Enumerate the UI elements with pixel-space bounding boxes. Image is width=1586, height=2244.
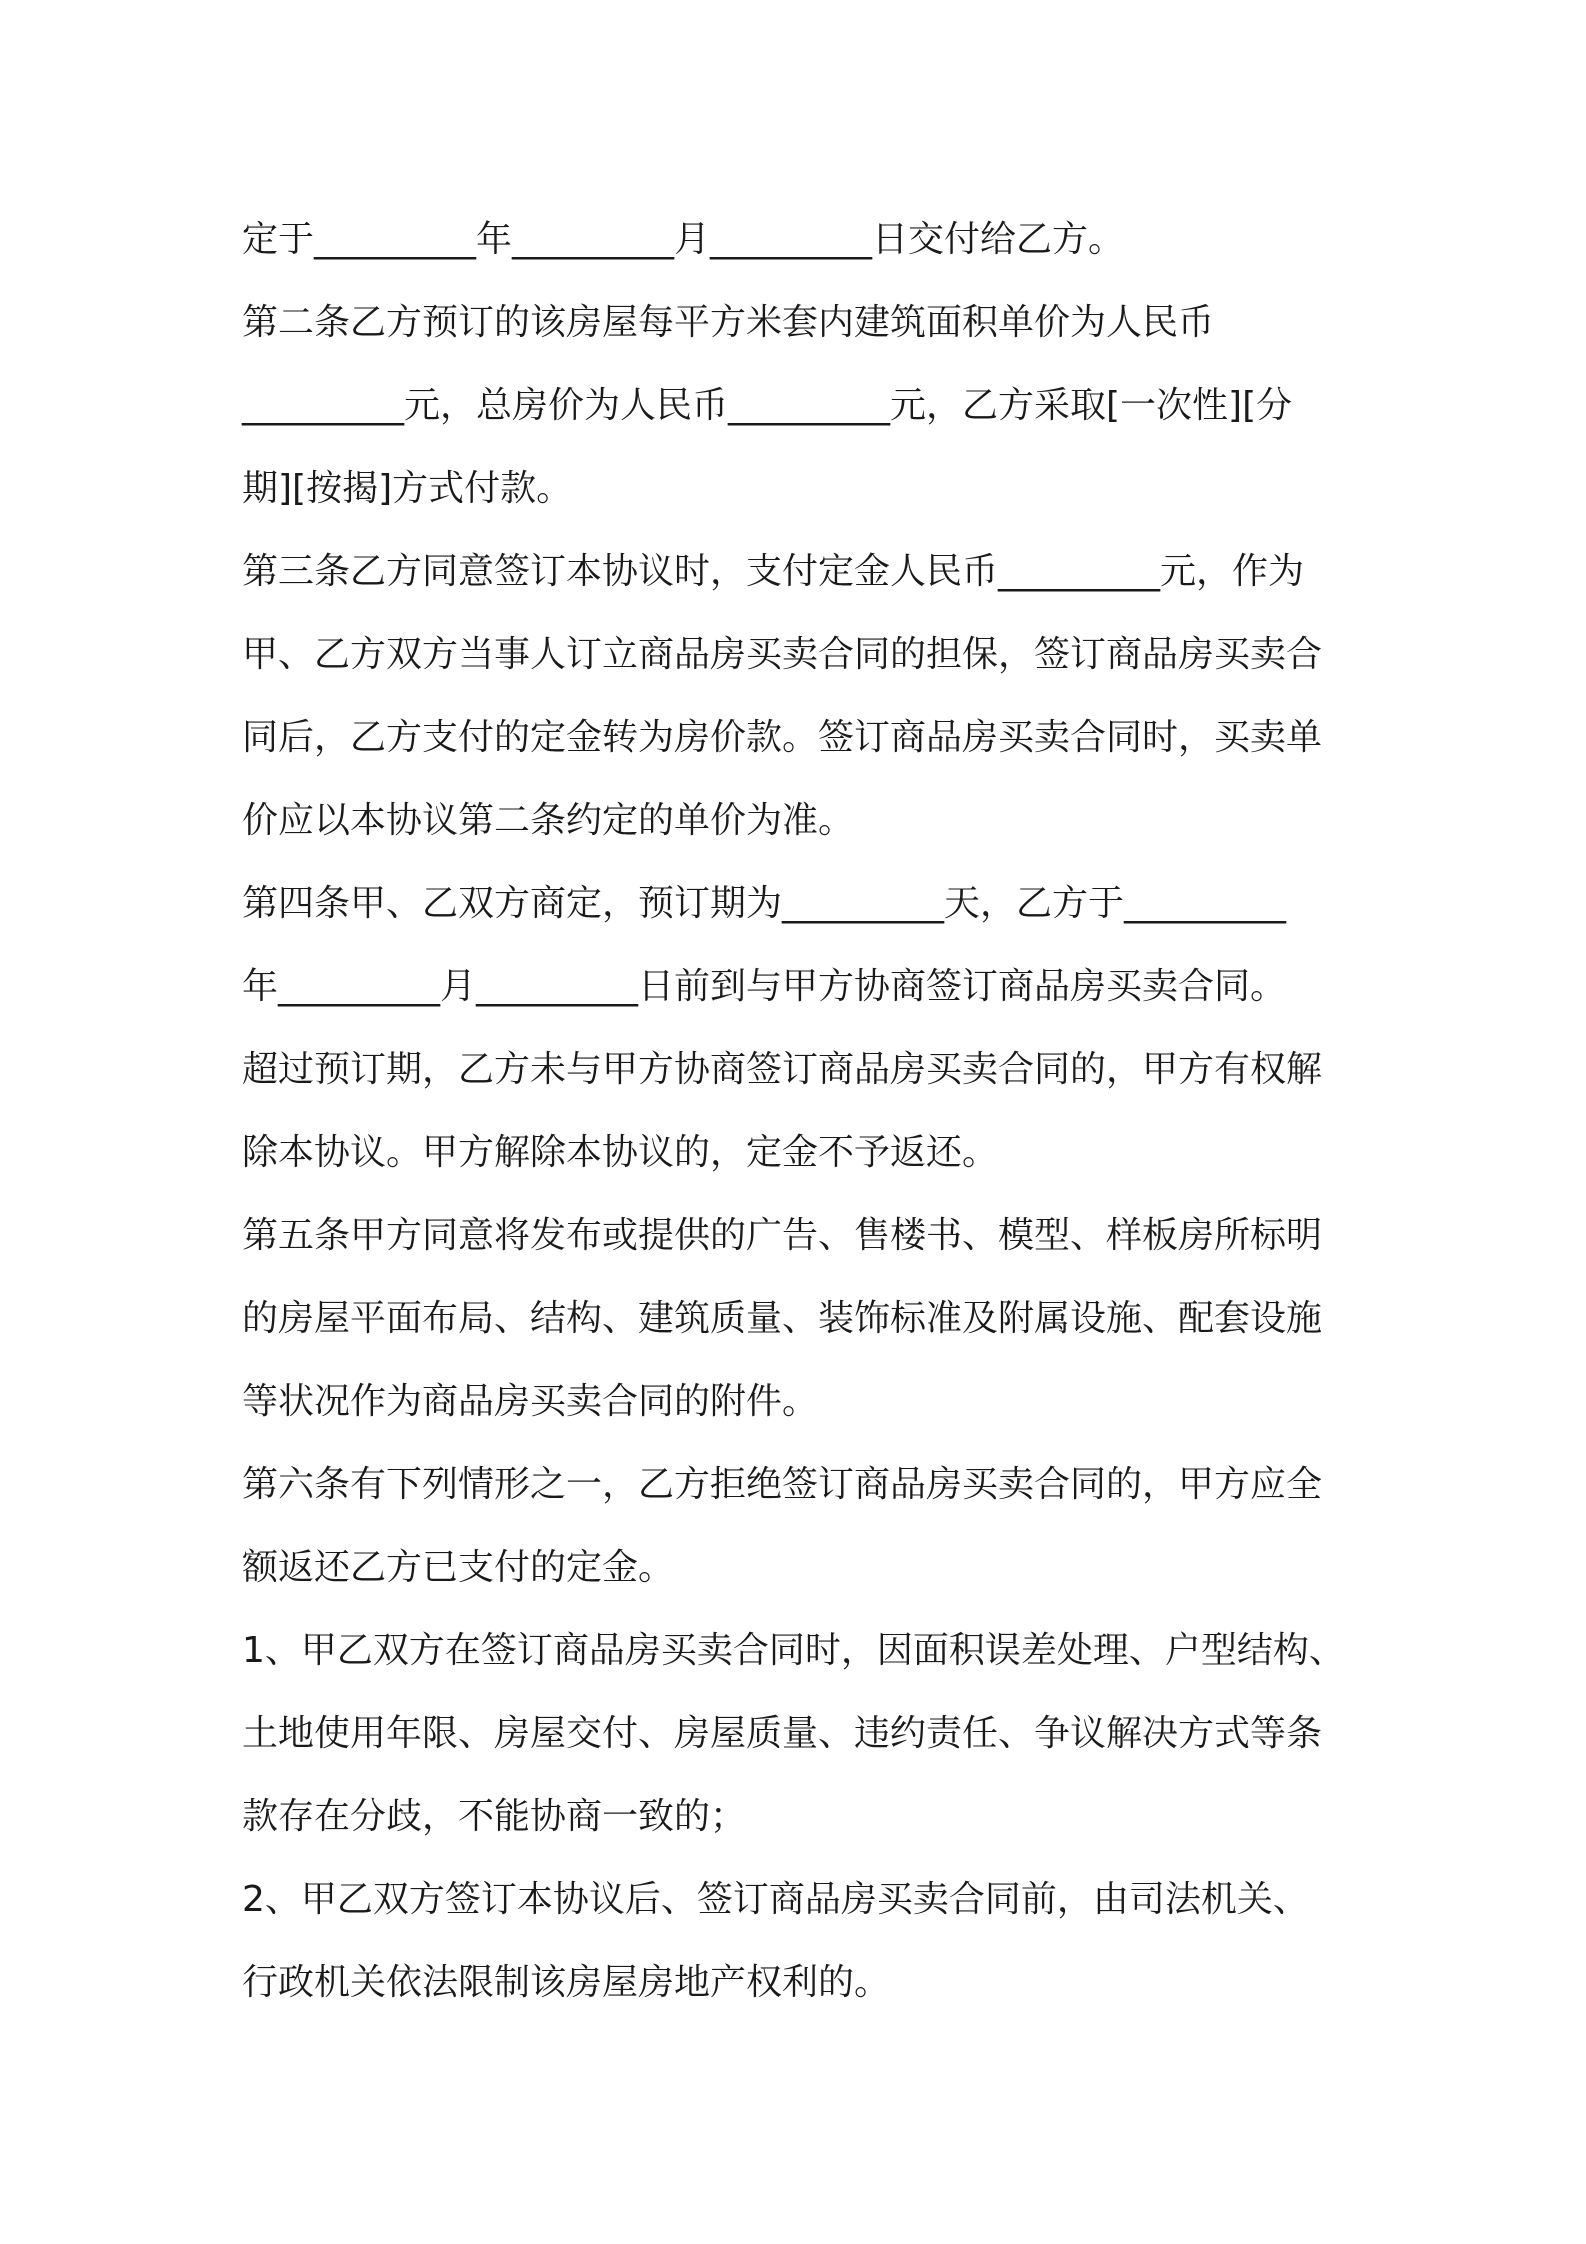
text-line: 土地使用年限、房屋交付、房屋质量、违约责任、争议解决方式等条	[242, 1713, 1323, 1754]
text-line: 超过预订期，乙方未与甲方协商签订商品房买卖合同的，甲方有权解	[242, 1049, 1323, 1090]
text-line: 第四条甲、乙双方商定，预订期为_________天，乙方于_________	[242, 883, 1287, 924]
text-line: 第六条有下列情形之一，乙方拒绝签订商品房买卖合同的，甲方应全	[242, 1464, 1323, 1505]
text-line: 额返还乙方已支付的定金。	[242, 1547, 675, 1588]
text-line: 年_________月_________日前到与甲方协商签订商品房买卖合同。	[242, 966, 1287, 1007]
text-line: 期][按揭]方式付款。	[242, 468, 573, 509]
text-line: 定于_________年_________月_________日交付给乙方。	[242, 219, 1125, 260]
text-line: 除本协议。甲方解除本协议的，定金不予返还。	[242, 1132, 999, 1173]
text-line: 款存在分歧，不能协商一致的；	[242, 1796, 747, 1837]
text-line: 1、甲乙双方在签订商品房买卖合同时，因面积误差处理、户型结构、	[242, 1630, 1345, 1671]
text-line: 同后，乙方支付的定金转为房价款。签订商品房买卖合同时，买卖单	[242, 717, 1323, 758]
text-line: 甲、乙方双方当事人订立商品房买卖合同的担保，签订商品房买卖合	[242, 634, 1323, 675]
text-line: 第二条乙方预订的该房屋每平方米套内建筑面积单价为人民币	[242, 302, 1215, 343]
text-line: 价应以本协议第二条约定的单价为准。	[242, 800, 855, 841]
text-line: _________元，总房价为人民币_________元，乙方采取[一次性][分	[242, 385, 1293, 426]
text-line: 行政机关依法限制该房屋房地产权利的。	[242, 1962, 891, 2003]
text-line: 2、甲乙双方签订本协议后、签订商品房买卖合同前，由司法机关、	[242, 1879, 1309, 1920]
document-body	[242, 198, 1362, 2024]
text-line: 等状况作为商品房买卖合同的附件。	[242, 1381, 819, 1422]
text-line: 第五条甲方同意将发布或提供的广告、售楼书、模型、样板房所标明	[242, 1215, 1323, 1256]
text-line: 的房屋平面布局、结构、建筑质量、装饰标准及附属设施、配套设施	[242, 1298, 1323, 1339]
text-line: 第三条乙方同意签订本协议时，支付定金人民币_________元，作为	[242, 551, 1305, 592]
